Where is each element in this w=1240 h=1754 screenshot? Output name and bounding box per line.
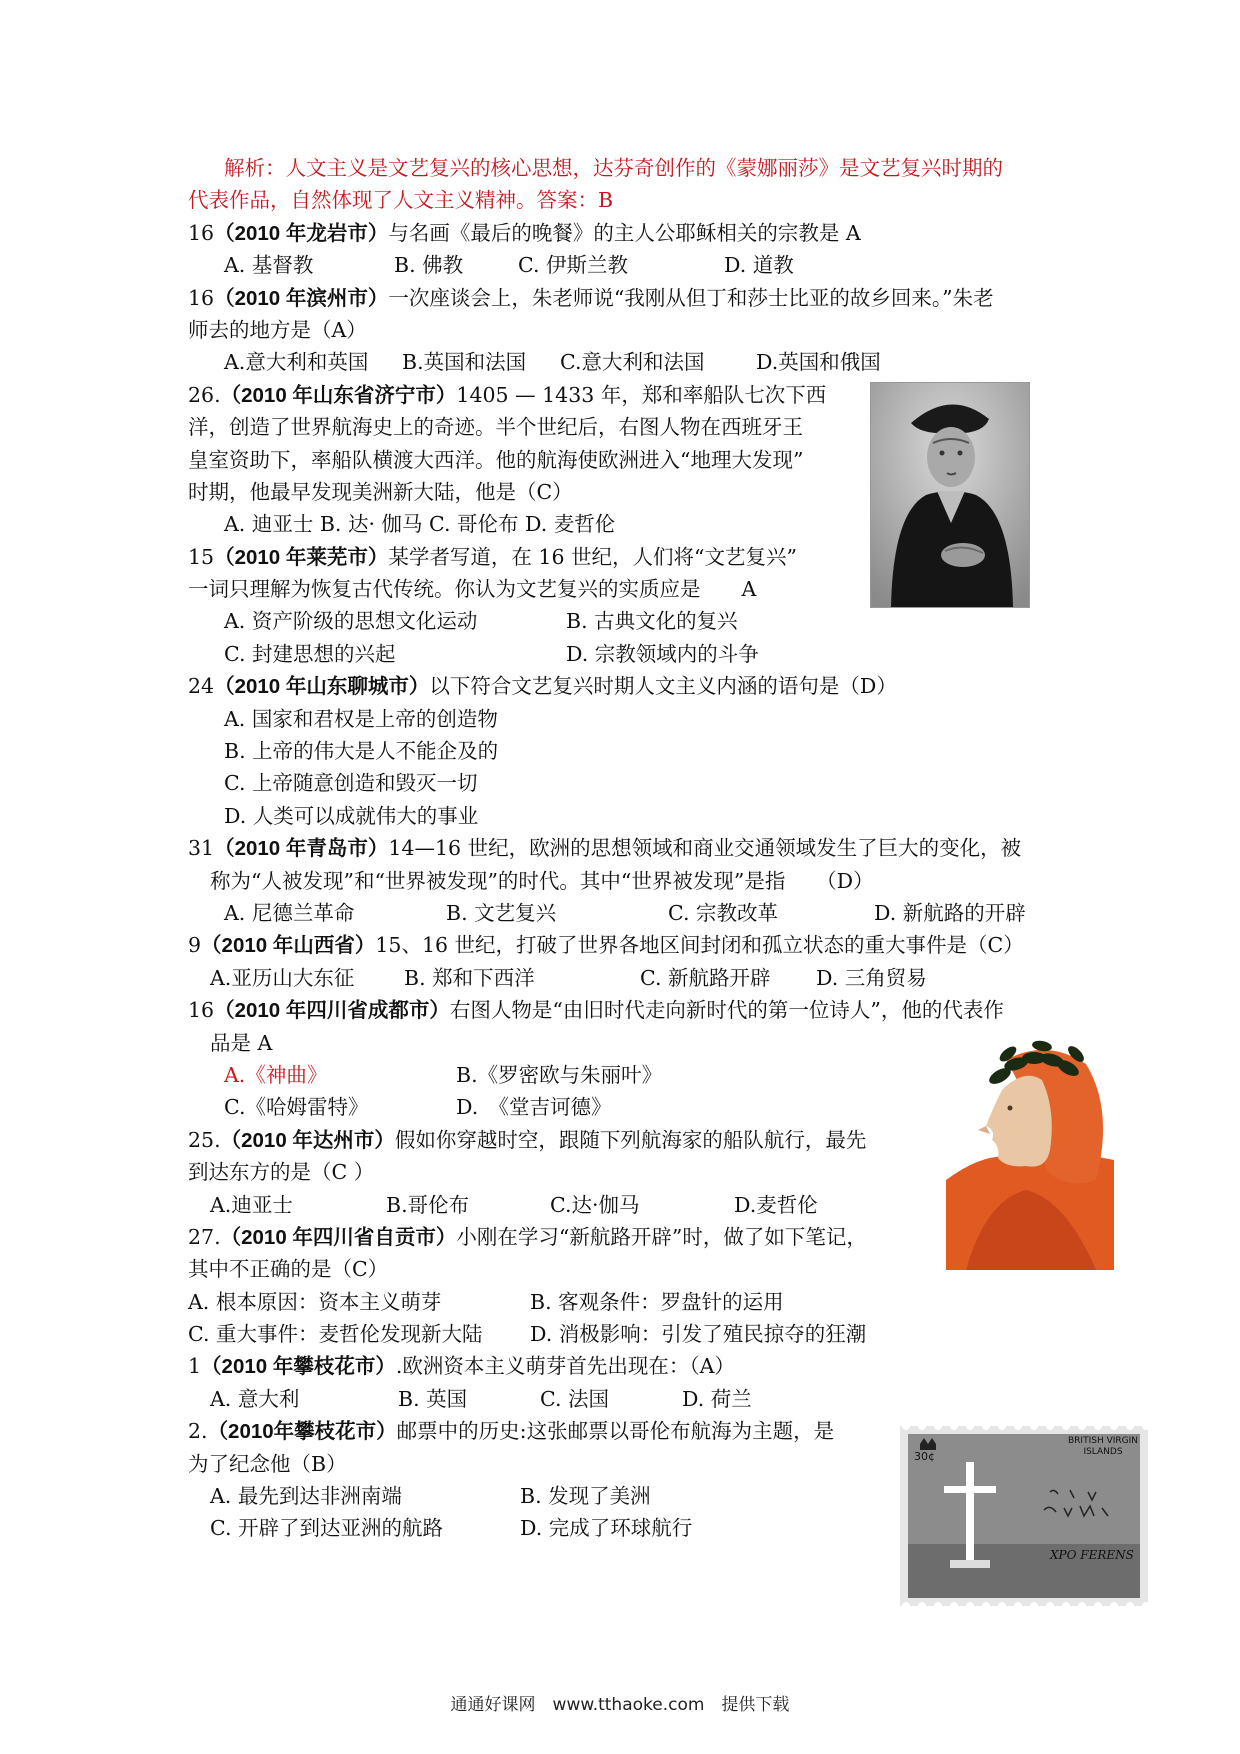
question-stem-line: 洋，创造了世界航海史上的奇迹。半个世纪后，右图人物在西班牙王 [188,415,803,440]
question-source: （2010 年四川省自贡市） [220,1225,457,1249]
option-c: C. 新航路开辟 [640,965,771,990]
option-b: B.《罗密欧与朱丽叶》 [456,1062,663,1087]
option-b: B. 英国 [398,1386,468,1411]
option-d: D. 荷兰 [682,1386,752,1411]
option-a: A.亚历山大东征 [210,965,355,990]
question-text-column [188,152,1068,1545]
question-31-qingdao: 31（2010 年青岛市）14—16 世纪，欧洲的思想领域和商业交通领域发生了巨大的变化，被 [188,836,1022,861]
question-source: （2010 年达州市） [220,1128,395,1152]
options-row [188,638,1068,670]
question-source: （2010 年山西省） [201,934,376,958]
option-b: B. 文艺复兴 [446,900,557,925]
option-d: D. 《堂吉诃德》 [456,1095,612,1120]
option-a: A.迪亚士 [210,1192,293,1217]
option-b: B. 郑和下西洋 [404,965,535,990]
option-b: B. 佛教 [394,253,464,278]
question-source: （2010年攀枝花市） [207,1420,397,1444]
question-source: （2010 年滨州市） [214,286,389,310]
page-footer: 通通好课网 www.tthaoke.com 提供下载 [450,1695,790,1715]
option-a: A. 资产阶级的思想文化运动 [224,609,478,634]
option-c: C.意大利和法国 [560,350,705,375]
option-d: D.麦哲伦 [734,1192,818,1217]
question-source: （2010 年四川省成都市） [214,999,450,1023]
option-c: C. 开辟了到达亚洲的航路 [210,1516,443,1541]
question-26-jining: 26.（2010 年山东省济宁市）1405 — 1433 年，郑和率船队七次下西 [188,382,827,407]
question-stem-line: 师去的地方是（A） [188,317,367,342]
options-row [188,962,1068,994]
option-a: A. 最先到达非洲南端 [210,1484,402,1509]
option-a: A. 意大利 [210,1386,300,1411]
option-d: D. 新航路的开辟 [874,900,1026,925]
option-c: C.《哈姆雷特》 [224,1095,369,1120]
question-source: （2010 年龙岩市） [214,221,389,245]
question-27-zigong: 27.（2010 年四川省自贡市）小刚在学习“新航路开辟”时，做了如下笔记， [188,1224,867,1249]
option-c: C. 上帝随意创造和毁灭一切 [224,771,478,796]
option-d: D. 人类可以成就伟大的事业 [224,803,479,828]
question-16-chengdu: 16（2010 年四川省成都市）右图人物是“由旧时代走向新时代的第一位诗人”，他的代表作 [188,998,1004,1023]
option-c: C.达·伽马 [550,1192,640,1217]
question-source: （2010 年莱芜市） [214,545,389,569]
option-c: C. 封建思想的兴起 [224,641,396,666]
question-stem-line: 到达东方的是（C ） [188,1160,375,1185]
question-source: （2010 年青岛市） [214,837,389,861]
question-2-panzhihua: 2.（2010年攀枝花市）邮票中的历史:这张邮票以哥伦布航海为主题，是 [188,1419,835,1444]
stamp-country: BRITISH VIRGIN ISLANDS [1068,1436,1139,1457]
options-row [188,346,1068,378]
options-row [188,1318,1068,1350]
analysis-line-2: 代表作品，自然体现了人文主义精神。答案：B [188,188,614,213]
dante-portrait-image [946,1030,1114,1270]
question-source: （2010 年山东聊城市） [214,675,430,699]
question-24-liaocheng: 24（2010 年山东聊城市）以下符合文艺复兴时期人文主义内涵的语句是（D） [188,674,897,699]
question-stem-line: 皇室资助下，率船队横渡大西洋。他的航海使欧洲进入“地理大发现” [188,447,804,472]
options-row [188,1383,1068,1415]
option-b: B. 发现了美洲 [520,1484,651,1509]
option-c: C. 宗教改革 [668,900,778,925]
question-stem-line: 时期，他最早发现美洲新大陆，他是（C） [188,479,573,504]
option-d: D. 消极影响：引发了殖民掠夺的狂潮 [530,1322,867,1347]
question-25-dazhou: 25.（2010 年达州市）假如你穿越时空，跟随下列航海家的船队航行，最先 [188,1127,867,1152]
option-c: C. 法国 [540,1386,609,1411]
stamp-signature: XPO FERENS [1050,1548,1134,1562]
question-stem-line: 为了纪念他（B） [188,1451,347,1476]
options-row [188,1059,1068,1091]
option-d: D. 完成了环球航行 [520,1516,693,1541]
option-b: B.哥伦布 [386,1192,470,1217]
options-row [188,605,1068,637]
analysis-line-1: 解析：人文主义是文艺复兴的核心思想，达芬奇创作的《蒙娜丽莎》是文艺复兴时期的 [224,156,1003,180]
option-combined: A. 迪亚士 B. 达· 伽马 C. 哥伦布 D. 麦哲伦 [224,512,616,537]
question-stem-line: 一词只理解为恢复古代传统。你认为文艺复兴的实质应是 A [188,577,757,602]
option-a: A. 根本原因：资本主义萌芽 [188,1289,442,1314]
columbus-portrait-image [870,382,1030,608]
options-row [188,897,1068,929]
question-15-laiwu: 15（2010 年莱芜市）某学者写道，在 16 世纪，人们将“文艺复兴” [188,544,797,569]
option-a: A.意大利和英国 [224,350,369,375]
options-row [188,249,1068,281]
option-a: A. 国家和君权是上帝的创造物 [224,706,498,731]
option-a: A. 基督教 [224,253,314,278]
question-stem-line: 品是 A [210,1030,273,1055]
question-stem-line: 称为“人被发现”和“世界被发现”的时代。其中“世界被发现”是指 （D） [210,868,874,893]
option-b: B. 客观条件：罗盘针的运用 [530,1289,784,1314]
question-16-binzhou: 16（2010 年滨州市）一次座谈会上，朱老师说“我刚从但丁和莎士比亚的故乡回来。”朱老 [188,285,994,310]
question-source: （2010 年山东省济宁市） [220,383,457,407]
stamp-value: 30¢ [914,1450,935,1463]
option-b: B.英国和法国 [402,350,527,375]
option-b: B. 古典文化的复兴 [566,609,738,634]
option-a: A. 尼德兰革命 [224,900,355,925]
question-9-shanxi: 9（2010 年山西省）15、16 世纪，打破了世界各地区间封闭和孤立状态的重大事件是（C） [188,933,1024,958]
question-1-panzhihua: 1（2010 年攀枝花市）.欧洲资本主义萌芽首先出现在：（A） [188,1354,735,1379]
question-stem-line: 其中不正确的是（C） [188,1257,389,1282]
question-16-longyan: 16（2010 年龙岩市）与名画《最后的晚餐》的主人公耶稣相关的宗教是 A [188,220,861,245]
options-row [188,1189,1068,1221]
option-c: C. 重大事件：麦哲伦发现新大陆 [188,1322,483,1347]
stamp-handwriting-glyphs [1040,1486,1130,1536]
question-source: （2010 年攀枝花市） [201,1355,396,1379]
option-d: D. 道教 [724,253,794,278]
option-c: C. 伊斯兰教 [518,253,628,278]
option-d: D.英国和俄国 [756,350,881,375]
option-b: B. 上帝的伟大是人不能企及的 [224,739,499,764]
columbus-stamp-image [900,1426,1148,1606]
option-d: D. 宗教领域内的斗争 [566,641,759,666]
option-d: D. 三角贸易 [816,965,927,990]
option-a: A.《神曲》 [224,1062,328,1087]
options-row [188,1286,1068,1318]
options-row [188,1091,1068,1123]
